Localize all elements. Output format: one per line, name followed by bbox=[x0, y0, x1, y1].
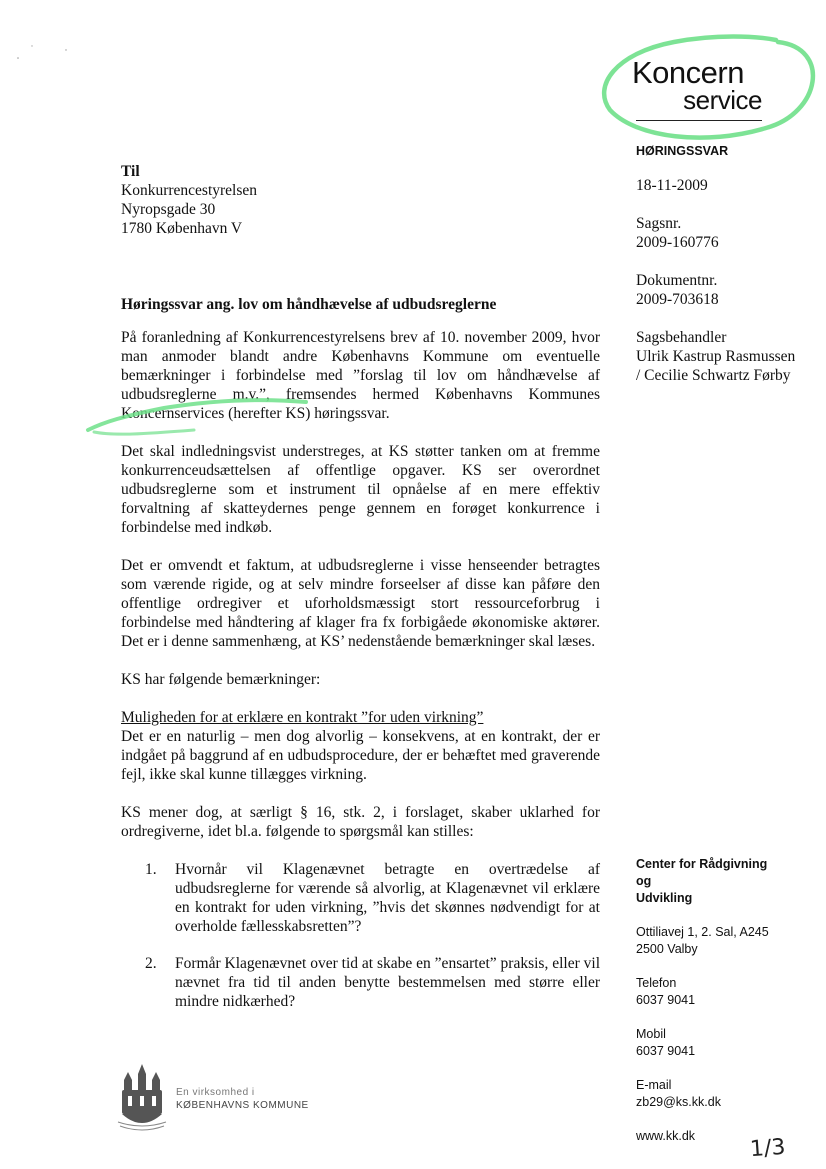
contact-block bbox=[636, 856, 816, 1145]
document-type: HØRINGSSVAR bbox=[636, 144, 729, 158]
list-item-number: 2. bbox=[145, 955, 157, 972]
copenhagen-coat-of-arms-icon bbox=[116, 1060, 168, 1132]
document-date: 18-11-2009 bbox=[636, 177, 708, 194]
list-item bbox=[145, 954, 600, 1011]
recipient-to: Til bbox=[121, 163, 140, 180]
case-handler-line1: Ulrik Kastrup Rasmussen bbox=[636, 348, 796, 365]
contact-mobile-label: Mobil bbox=[636, 1027, 666, 1041]
contact-address1: Ottiliavej 1, 2. Sal, A245 bbox=[636, 925, 769, 939]
contact-address2: 2500 Valby bbox=[636, 942, 698, 956]
recipient-street: Nyropsgade 30 bbox=[121, 201, 216, 218]
paragraph-uncertainty: KS mener dog, at særligt § 16, stk. 2, i forslaget, skaber uklarhed for ordregiverne, idet bl.a. følgende to spørgsmål kan stilles: bbox=[121, 804, 600, 840]
paragraph-support: Det skal indledningsvist understreges, at KS støtter tanken om at fremme konkurrenceudsættelsen af offentlige opgaver. KS ser overordnet udbudsreglerne som et instrument til opnåelse af en mere effektiv forvaltning af skatteydernes penge gennem en forøget konkurrence i forbindelse med indkøb. bbox=[121, 443, 600, 536]
footer-organisation bbox=[176, 1086, 309, 1112]
case-handler-label: Sagsbehandler bbox=[636, 329, 727, 346]
marker-circle-logo bbox=[596, 28, 824, 148]
contact-org-line1: Center for Rådgivning bbox=[636, 857, 768, 871]
document-number: 2009-703618 bbox=[636, 291, 719, 308]
case-number-label: Sagsnr. bbox=[636, 215, 682, 232]
footer-line1: En virksomhed i bbox=[176, 1087, 255, 1098]
contact-phone-label: Telefon bbox=[636, 976, 677, 990]
contact-email-label: E-mail bbox=[636, 1078, 672, 1092]
contact-email: zb29@ks.kk.dk bbox=[636, 1095, 721, 1109]
footer-line2: KØBENHAVNS KOMMUNE bbox=[176, 1100, 309, 1111]
logo-text-service: service bbox=[683, 85, 762, 115]
contact-org-line2: og bbox=[636, 874, 652, 888]
document-number-label: Dokumentnr. bbox=[636, 272, 718, 289]
question-list bbox=[145, 860, 600, 1011]
paragraph-consequence: Det er en naturlig – men dog alvorlig – konsekvens, at en kontrakt, der er indgået på baggrund af en udbudsprocedure, der er behæftet med graverende fejl, ikke skal kunne tillægges virkning. bbox=[121, 728, 600, 783]
list-item-text: Hvornår vil Klagenævnet betragte en overtrædelse af udbudsreglerne for værende så alvorlig, at Klagenævnet vil erklære en kontrakt for uden virkning, ”hvis det skønnes nødvendigt for at overholde fællesskabsretten”? bbox=[175, 861, 600, 935]
recipient-name: Konkurrencestyrelsen bbox=[121, 182, 258, 199]
paragraph-intro: På foranledning af Konkurrencestyrelsens brev af 10. november 2009, hvor man anmoder blandt andre Københavns Kommune om eventuelle bemærkninger i forbindelse med ”forslag til lov om håndhævelse af udbudsreglerne m.v.”, fremsendes hermed Københavns Kommunes Koncernservices (herefter KS) høringssvar. bbox=[121, 329, 600, 422]
contact-org-line3: Udvikling bbox=[636, 891, 693, 905]
list-item-number: 1. bbox=[145, 861, 157, 878]
handwritten-page-number: 1/3 bbox=[749, 1134, 787, 1163]
marker-underline-kommune bbox=[84, 392, 314, 438]
contact-mobile: 6037 9041 bbox=[636, 1044, 696, 1058]
section-heading: Muligheden for at erklære en kontrakt ”for uden virkning” bbox=[121, 709, 484, 726]
contact-phone: 6037 9041 bbox=[636, 993, 696, 1007]
recipient-city: 1780 København V bbox=[121, 220, 243, 237]
logo-text-koncern: Koncern bbox=[632, 55, 744, 90]
case-handler-line2: / Cecilie Schwartz Førby bbox=[636, 367, 791, 384]
list-item bbox=[145, 860, 600, 936]
contact-web: www.kk.dk bbox=[636, 1129, 696, 1143]
paragraph-remarks-intro: KS har følgende bemærkninger: bbox=[121, 671, 321, 688]
case-number: 2009-160776 bbox=[636, 234, 719, 251]
recipient-block bbox=[121, 162, 421, 238]
letter-subject: Høringssvar ang. lov om håndhævelse af udbudsreglerne bbox=[121, 296, 497, 313]
scan-specks bbox=[10, 38, 80, 68]
paragraph-rigidity: Det er omvendt et faktum, at udbudsreglerne i visse henseender betragtes som værende rigide, og at selv mindre forseelser af disse kan påføre den offentlige ordregiver et uforholdsmæssigt stort ressourceforbrug i forbindelse med håndtering af klager fra fx forbigåede økonomiske aktører. Det er i denne sammenhæng, at KS’ nedenstående bemærkninger skal læses. bbox=[121, 557, 600, 650]
list-item-text: Formår Klagenævnet over tid at skabe en ”ensartet” praksis, eller vil nævnet fra tid til anden benytte bestemmelsen med større eller mindre nidkærhed? bbox=[175, 955, 600, 1010]
